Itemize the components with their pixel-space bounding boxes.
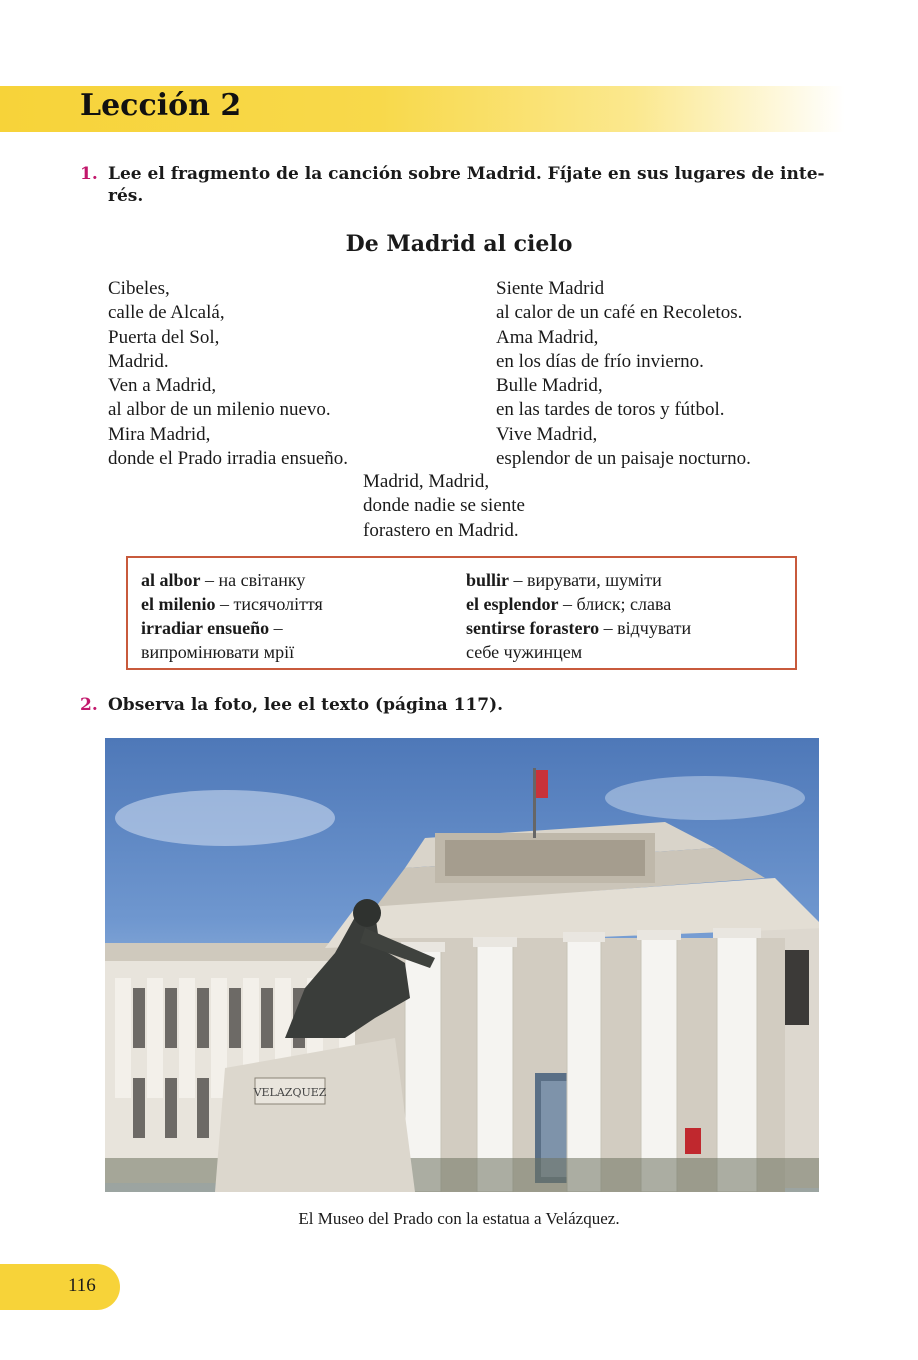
prado-museum-illustration <box>105 738 819 1192</box>
poem-line: donde el Prado irradia ensueño. <box>108 448 349 470</box>
task-1-number: 1. <box>80 164 98 184</box>
poem-line: Siente Madrid <box>496 278 605 299</box>
vocab-entry: випромінювати мрії <box>141 642 295 662</box>
task-2 <box>80 694 504 716</box>
poem-line: en las tardes de toros y fútbol. <box>496 399 725 421</box>
vocab-column-right <box>466 568 691 664</box>
poem-line: Puerta del Sol, <box>108 326 220 348</box>
task-2-number: 2. <box>80 695 98 715</box>
vocab-entry: el esplendor – блиск; слава <box>466 594 672 614</box>
vocab-entry: себе чужинцем <box>466 642 583 662</box>
poem-line: calle de Alcalá, <box>108 302 225 324</box>
task-2-instruction: Observa la foto, lee el texto (página 117). <box>108 695 504 715</box>
poem-line: Madrid. <box>108 350 169 372</box>
vocab-entry: bullir – вирувати, шуміти <box>466 570 662 590</box>
poem-line: al calor de un café en Recoletos. <box>496 302 743 324</box>
poem-right-stanza <box>496 277 751 471</box>
poem-line: Cibeles, <box>108 278 170 299</box>
task-1 <box>80 163 825 206</box>
vocab-entry: al albor – на світанку <box>141 570 306 590</box>
poem-line: Ven a Madrid, <box>108 375 217 397</box>
prado-museum-photo <box>105 738 819 1192</box>
poem-title: De Madrid al cielo <box>345 231 573 257</box>
page-number-tab <box>0 1264 120 1310</box>
poem-line: Vive Madrid, <box>496 423 598 445</box>
vocab-column-left <box>141 568 323 664</box>
poem-line: Ama Madrid, <box>496 326 599 348</box>
poem-line: Madrid, Madrid, <box>363 471 490 492</box>
vocabulary-box <box>126 556 797 670</box>
poem-left-stanza <box>108 277 348 471</box>
lesson-title: Lección 2 <box>80 88 242 123</box>
poem-line: forastero en Madrid. <box>363 519 519 541</box>
vocab-entry: sentirse forastero – відчувати <box>466 618 692 638</box>
vocab-entry: el milenio – тисячоліття <box>141 594 323 614</box>
poem-chorus <box>363 470 525 543</box>
poem-line: Mira Madrid, <box>108 423 211 445</box>
task-1-instruction: Lee el fragmento de la canción sobre Madrid. Fíjate en sus lugares de inte- rés. <box>108 164 825 206</box>
poem-line: esplendor de un paisaje nocturno. <box>496 448 751 470</box>
poem-line: en los días de frío invierno. <box>496 350 704 372</box>
statue-plaque-text: VELAZQUEZ <box>253 1086 327 1099</box>
poem-line: Bulle Madrid, <box>496 375 603 397</box>
vocab-entry: irradiar ensueño – <box>141 618 283 638</box>
photo-caption: El Museo del Prado con la estatua a Velázquez. <box>298 1209 620 1228</box>
poem-line: donde nadie se siente <box>363 495 525 517</box>
page-number: 116 <box>68 1275 96 1296</box>
poem-line: al albor de un milenio nuevo. <box>108 399 331 421</box>
